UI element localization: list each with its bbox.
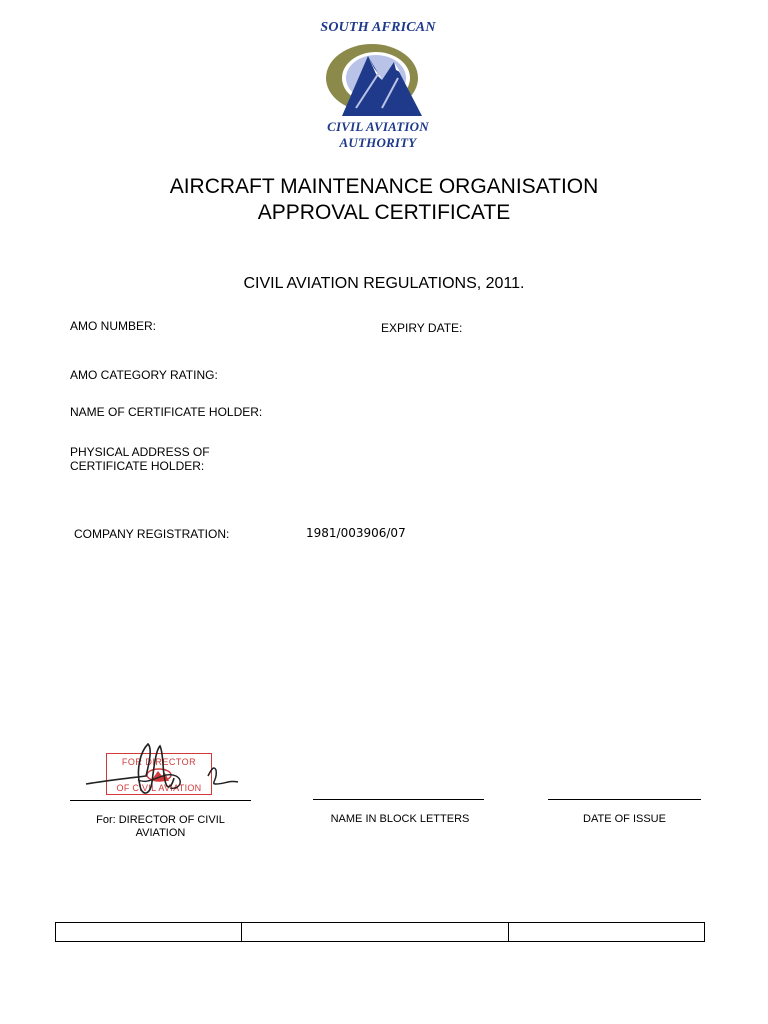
table-cell	[509, 923, 705, 942]
table-cell	[56, 923, 242, 942]
name-signature-line	[313, 799, 484, 800]
certificate-title-line1: AIRCRAFT MAINTENANCE ORGANISATION	[169, 175, 599, 198]
logo-text-bottom-1: CIVIL AVIATION	[327, 119, 429, 134]
logo-text-bottom-2: AUTHORITY	[339, 135, 417, 150]
footer-table	[55, 922, 705, 942]
director-caption-line1: For: DIRECTOR OF CIVIL	[96, 814, 225, 826]
category-rating-label: AMO CATEGORY RATING:	[70, 368, 218, 382]
address-label-line1: PHYSICAL ADDRESS OF	[70, 445, 210, 459]
table-cell	[242, 923, 509, 942]
caa-emblem-icon	[322, 38, 426, 118]
name-block-caption: NAME IN BLOCK LETTERS	[330, 813, 470, 825]
table-row	[56, 923, 705, 942]
director-signature-line	[70, 800, 251, 801]
director-caption-line2: AVIATION	[135, 827, 186, 839]
certificate-holder-label: NAME OF CERTIFICATE HOLDER:	[70, 405, 263, 419]
expiry-date-label: EXPIRY DATE:	[381, 321, 463, 335]
logo-text-top: SOUTH AFRICAN	[320, 20, 436, 35]
date-signature-line	[548, 799, 701, 800]
company-registration-value: 1981/003906/07	[306, 526, 406, 540]
handwritten-signature	[80, 740, 250, 802]
certificate-title-line2: APPROVAL CERTIFICATE	[257, 201, 511, 224]
date-issue-caption: DATE OF ISSUE	[583, 813, 666, 825]
director-caption	[70, 814, 251, 840]
regulations-heading: CIVIL AVIATION REGULATIONS, 2011.	[243, 275, 525, 292]
company-registration-label: COMPANY REGISTRATION:	[74, 527, 230, 541]
stamp-line1: FOR DIRECTOR	[121, 757, 197, 767]
amo-number-label: AMO NUMBER:	[70, 319, 157, 333]
stamp-line2: OF CIVIL AVIATION	[116, 783, 202, 793]
address-label-line2: CERTIFICATE HOLDER:	[70, 459, 205, 473]
